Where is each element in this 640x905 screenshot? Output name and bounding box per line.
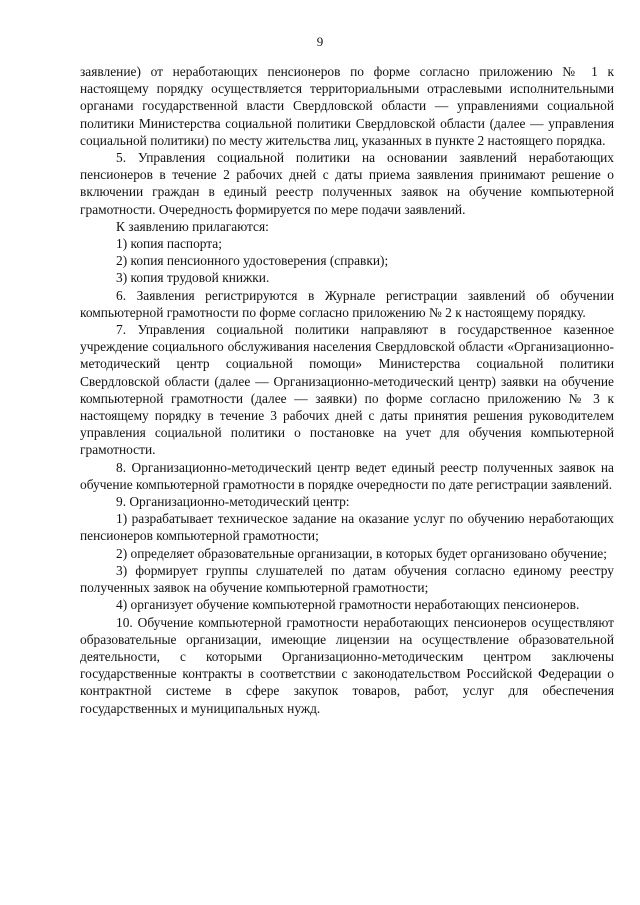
paragraph: 4) организует обучение компьютерной грамотности неработающих пенсионеров. (116, 597, 580, 613)
paragraph: 5. Управления социальной политики на основании заявлений неработающих пенсионеров в течение 2 рабочих дней с даты приема заявления принимают решение о включении граждан в единый реестр полученных заявок на обучение компьютерной грамотности. Очередность формируется по мере подачи заявлений. (80, 150, 614, 217)
page-number: 9 (316, 34, 324, 49)
paragraph: 8. Организационно-методический центр ведет единый реестр полученных заявок на обучение компьютерной грамотности в порядке очередности по дате регистрации заявлений. (80, 459, 614, 492)
paragraph: 3) формирует группы слушателей по датам обучения согласно единому реестру полученных заявок на обучение компьютерной грамотности; (80, 562, 614, 596)
paragraph: 1) разрабатывает техническое задание на оказание услуг по обучению неработающих пенсионеров компьютерной грамотности; (80, 511, 614, 544)
paragraph: заявление) от неработающих пенсионеров по форме согласно приложению № 1 к настоящему порядку осуществляется территориальными отраслевыми исполнительными органами государственной власти Свердловской области — управлениями социальной политики Министерства социальной политики Свердловской области (далее — управления социальной политики) по месту жительства лиц, указанных в пункте 2 настоящего порядка. (80, 64, 614, 148)
paragraph: 10. Обучение компьютерной грамотности неработающих пенсионеров осуществляют образовательные организации, имеющие лицензии на осуществление образовательной деятельности, с которыми Организационно-методическим центром заключены государственные контракты в соответствии с законодательством Российской Федерации о контрактной системе в сфере закупок товаров, работ, услуг для обеспечения государственных и муниципальных нужд. (80, 614, 614, 716)
paragraph: 7. Управления социальной политики направляют в государственное казенное учреждение социального обслуживания населения Свердловской области «Организационно-методический центр социальной помощи» Министерства социальной политики Свердловской области (далее — Организационно-методический центр) заявки на обучение компьютерной грамотности (далее — заявки) по форме согласно приложению № 3 к настоящему порядку в течение 3 рабочих дней с даты принятия решения руководителем управления социальной политики о постановке на учет для обучения компьютерной грамотности. (80, 322, 614, 458)
paragraph: 2) определяет образовательные организации, в которых будет организовано обучение; (116, 545, 607, 561)
paragraph: 6. Заявления регистрируются в Журнале регистрации заявлений об обучении компьютерной грамотности по форме согласно приложению № 2 к настоящему порядку. (80, 287, 614, 320)
paragraph: 1) копия паспорта; (116, 236, 222, 252)
paragraph: 9. Организационно-методический центр: (116, 494, 350, 510)
paragraph: К заявлению прилагаются: (116, 218, 269, 234)
document-body (80, 63, 614, 717)
paragraph: 2) копия пенсионного удостоверения (справки); (116, 253, 389, 269)
paragraph: 3) копия трудовой книжки. (116, 270, 270, 286)
